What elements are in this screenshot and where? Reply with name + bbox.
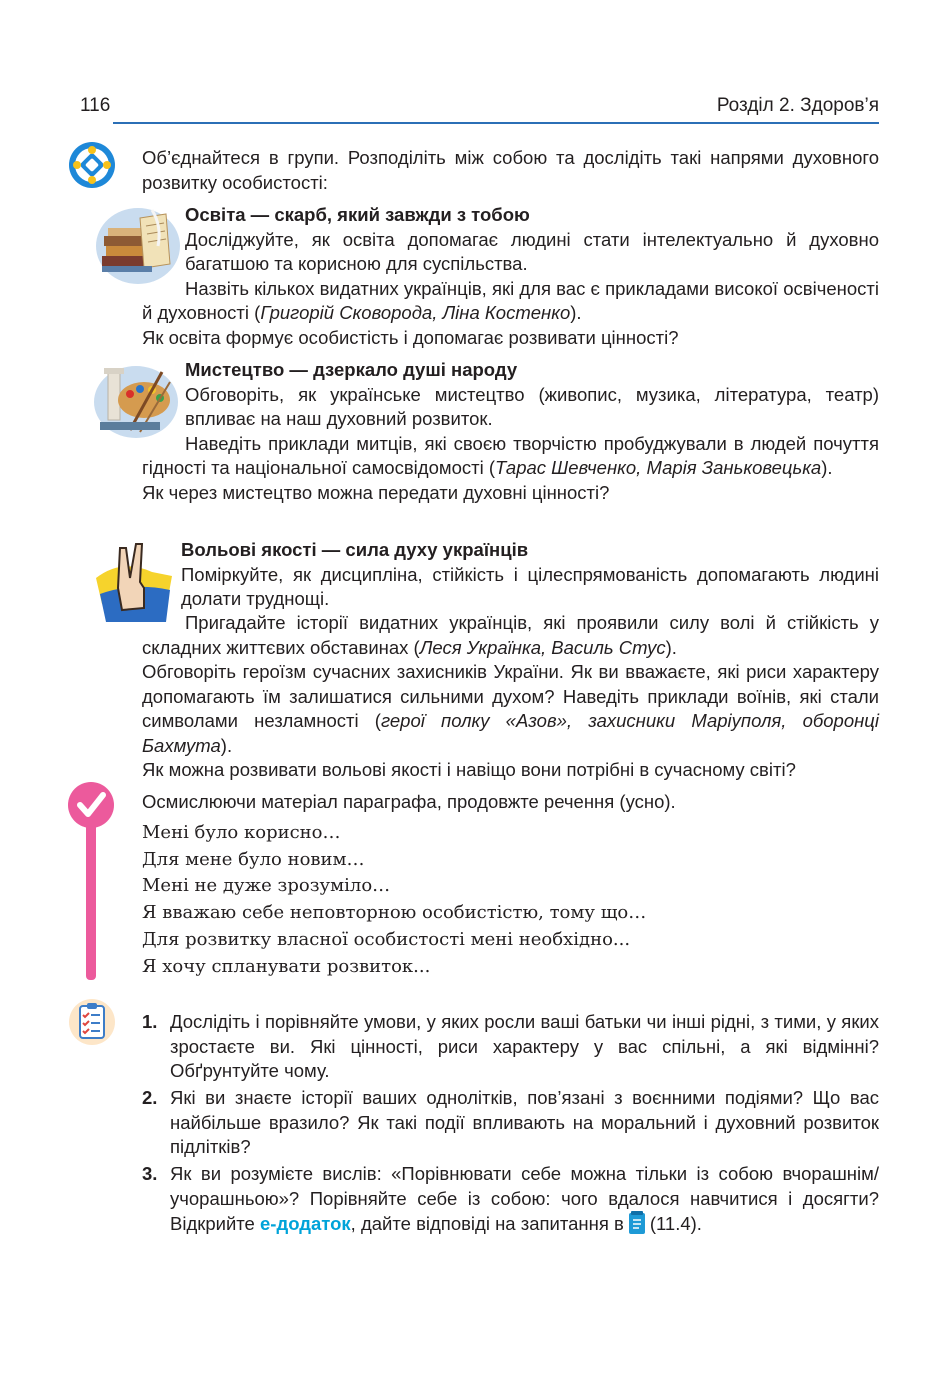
task-number: 3. bbox=[142, 1163, 158, 1184]
list-item: Для мене було новим… bbox=[142, 848, 365, 870]
section-education bbox=[142, 203, 879, 350]
section-willpower-continued bbox=[142, 611, 879, 783]
reflection-sentences bbox=[142, 820, 646, 980]
list-item: Я вважаю себе неповторною особистістю, тому що… bbox=[142, 902, 647, 924]
list-item: Я хочу спланувати розвиток... bbox=[142, 955, 431, 977]
section-question: Як через мистецтво можна передати духовні цінності? bbox=[142, 481, 610, 503]
section-art bbox=[142, 358, 879, 505]
page-number: 116 bbox=[80, 95, 111, 116]
section-paragraph: Обговоріть героїзм сучасних захисників України. Як ви вважаєте, які риси характеру допомагають їм залишатися сильними духом? Наведіть приклади воїнів, які стали символами незламності (герої полку «Азов», захисники Маріуполя, оборонці Бахмута). bbox=[142, 661, 879, 756]
task-number: 2. bbox=[142, 1087, 158, 1108]
section-title: Вольові якості — сила духу українців bbox=[181, 539, 529, 560]
reflection-instruction: Осмислюючи матеріал параграфа, продовжте речення (усно). bbox=[142, 791, 676, 812]
section-question: Як можна розвивати вольові якості і навіщо вони потрібні в сучасному світі? bbox=[142, 759, 796, 780]
task-text: Які ви знаєте історії ваших однолітків, пов’язані з воєнними подіями? Що вас найбільше вразило? Як такі події впливають на моральний і духовний розвиток підлітків? bbox=[170, 1087, 879, 1157]
section-question: Як освіта формує особистість і допомагає розвивати цінності? bbox=[142, 326, 679, 348]
e-appendix-link[interactable]: е-додаток bbox=[260, 1213, 351, 1234]
group-work-icon bbox=[68, 141, 116, 189]
task-item bbox=[142, 1086, 879, 1160]
checkmark-icon bbox=[68, 782, 114, 828]
task-text: Дослідіть і порівняйте умови, у яких росли ваші батьки чи інші рідні, з тими, у яких зростаєте ви. Які цінності, риси характеру у вас спільні, а які відмінні? Обґрунтуйте чому. bbox=[170, 1011, 879, 1081]
intro-text: Об’єднайтеся в групи. Розподіліть між собою та дослідіть такі напрями духовного розвитку особистості: bbox=[142, 147, 879, 193]
list-item: Мені було корисно… bbox=[142, 822, 341, 843]
checklist-icon bbox=[68, 998, 116, 1046]
section-title: Освіта — скарб, який завжди з тобою bbox=[185, 204, 530, 225]
e-book-icon[interactable] bbox=[628, 1211, 646, 1235]
list-item: Для розвитку власної особистості мені необхідно... bbox=[142, 928, 631, 950]
chapter-title: Розділ 2. Здоров’я bbox=[716, 95, 879, 116]
task-number: 1. bbox=[142, 1011, 158, 1032]
section-title: Мистецтво — дзеркало душі народу bbox=[185, 359, 518, 380]
list-item: Мені не дуже зрозуміло… bbox=[142, 875, 391, 897]
header-divider bbox=[113, 122, 879, 124]
section-paragraph: Поміркуйте, як дисципліна, стійкість і цілеспрямованість допомагають людині долати труднощі. bbox=[181, 563, 879, 609]
section-paragraph: Досліджуйте, як освіта допомагає людині стати інтелектуально й духовно багатшою та корисною для суспільства. bbox=[185, 228, 879, 274]
task-item bbox=[142, 1010, 879, 1084]
task-text: Як ви розумієте вислів: «Порівнювати себе можна тільки із собою вчорашнім/учорашньою»? Порівняйте себе із собою: чого вдалося навчитися і досягти? Відкрийте е-додаток, дайте відповіді на запитання в (11.4). bbox=[170, 1163, 879, 1234]
task-item bbox=[142, 1162, 879, 1237]
section-paragraph: Наведіть приклади митців, які своєю творчістю пробуджували в людей почуття гідності та національної самосвідомості (Тарас Шевченко, Марія Заньковецька). bbox=[142, 432, 879, 478]
reflection-bar bbox=[86, 816, 96, 980]
section-paragraph: Обговоріть, як українське мистецтво (живопис, музика, література, театр) впливає на наш духовний розвиток. bbox=[185, 383, 879, 429]
section-willpower bbox=[181, 538, 879, 612]
section-paragraph: Назвіть кількох видатних українців, які для вас є прикладами високої освіченості й духовності (Григорій Сковорода, Ліна Костенко). bbox=[142, 277, 879, 323]
section-paragraph: Пригадайте історії видатних українців, які проявили силу волі й стійкість у складних життєвих обставинах (Леся Українка, Василь Стус). bbox=[142, 612, 879, 658]
